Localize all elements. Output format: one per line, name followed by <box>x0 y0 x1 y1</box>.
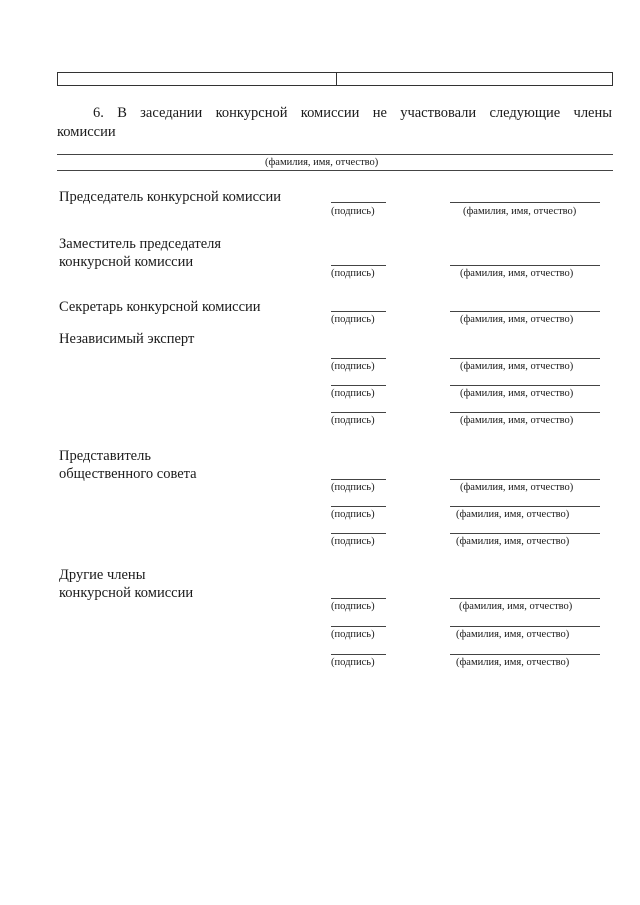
fio-caption: (фамилия, имя, отчество) <box>456 509 570 520</box>
signature-caption: (подпись) <box>331 361 375 372</box>
fio-caption: (фамилия, имя, отчество) <box>460 268 574 279</box>
signature-caption: (подпись) <box>331 314 375 325</box>
role-others-line-2: конкурсной комиссии <box>59 585 194 601</box>
role-secretary: Секретарь конкурсной комиссии <box>59 299 261 315</box>
signature-caption: (подпись) <box>331 482 375 493</box>
fio-caption: (фамилия, имя, отчество) <box>456 629 570 640</box>
signature-caption: (подпись) <box>331 268 375 279</box>
fio-line <box>450 626 600 627</box>
paragraph-line-2: комиссии <box>57 124 116 140</box>
fio-caption: (фамилия, имя, отчество) <box>460 482 574 493</box>
signature-line <box>331 626 386 627</box>
absent-members-paragraph <box>57 104 612 142</box>
signature-line <box>331 506 386 507</box>
signature-line <box>331 654 386 655</box>
fio-caption: (фамилия, имя, отчество) <box>460 314 574 325</box>
signature-line <box>331 265 386 266</box>
signature-line <box>331 412 386 413</box>
signature-caption: (подпись) <box>331 536 375 547</box>
fio-caption: (фамилия, имя, отчество) <box>456 536 570 547</box>
fio-line <box>450 598 600 599</box>
fio-line <box>450 311 600 312</box>
signature-line <box>331 479 386 480</box>
signature-caption: (подпись) <box>331 415 375 426</box>
fio-line <box>450 358 600 359</box>
fio-caption: (фамилия, имя, отчество) <box>456 657 570 668</box>
fio-caption: (фамилия, имя, отчество) <box>460 415 574 426</box>
fio-caption: (фамилия, имя, отчество) <box>459 601 573 612</box>
signature-caption: (подпись) <box>331 657 375 668</box>
signature-line <box>331 311 386 312</box>
fio-line <box>450 412 600 413</box>
role-others-line-1: Другие члены <box>59 567 146 583</box>
fio-line <box>450 479 600 480</box>
signature-caption: (подпись) <box>331 509 375 520</box>
fio-line <box>450 265 600 266</box>
fio-line <box>450 202 600 203</box>
signature-line <box>331 598 386 599</box>
signature-caption: (подпись) <box>331 629 375 640</box>
role-council-line-1: Представитель <box>59 448 151 464</box>
role-chairman: Председатель конкурсной комиссии <box>59 189 281 205</box>
fio-caption: (фамилия, имя, отчество) <box>460 388 574 399</box>
fio-line <box>450 506 600 507</box>
signature-line <box>331 385 386 386</box>
role-council-line-2: общественного совета <box>59 466 197 482</box>
fio-line <box>450 654 600 655</box>
fio-caption: (фамилия, имя, отчество) <box>265 157 379 168</box>
fio-line <box>450 533 600 534</box>
absent-members-fill-line <box>57 154 613 155</box>
fio-line <box>450 385 600 386</box>
paragraph-line-1: 6. В заседании конкурсной комиссии не участвовали следующие члены <box>93 105 612 121</box>
absent-members-fill-line-2 <box>57 170 613 171</box>
signature-line <box>331 533 386 534</box>
role-deputy-line-2: конкурсной комиссии <box>59 254 194 270</box>
signature-caption: (подпись) <box>331 601 375 612</box>
signature-line <box>331 202 386 203</box>
top-table-row <box>57 72 613 86</box>
fio-caption: (фамилия, имя, отчество) <box>463 206 577 217</box>
table-cell-divider <box>336 73 337 85</box>
fio-caption: (фамилия, имя, отчество) <box>460 361 574 372</box>
signature-line <box>331 358 386 359</box>
role-expert: Независимый эксперт <box>59 331 195 347</box>
signature-caption: (подпись) <box>331 206 375 217</box>
signature-caption: (подпись) <box>331 388 375 399</box>
role-deputy-line-1: Заместитель председателя <box>59 236 222 252</box>
